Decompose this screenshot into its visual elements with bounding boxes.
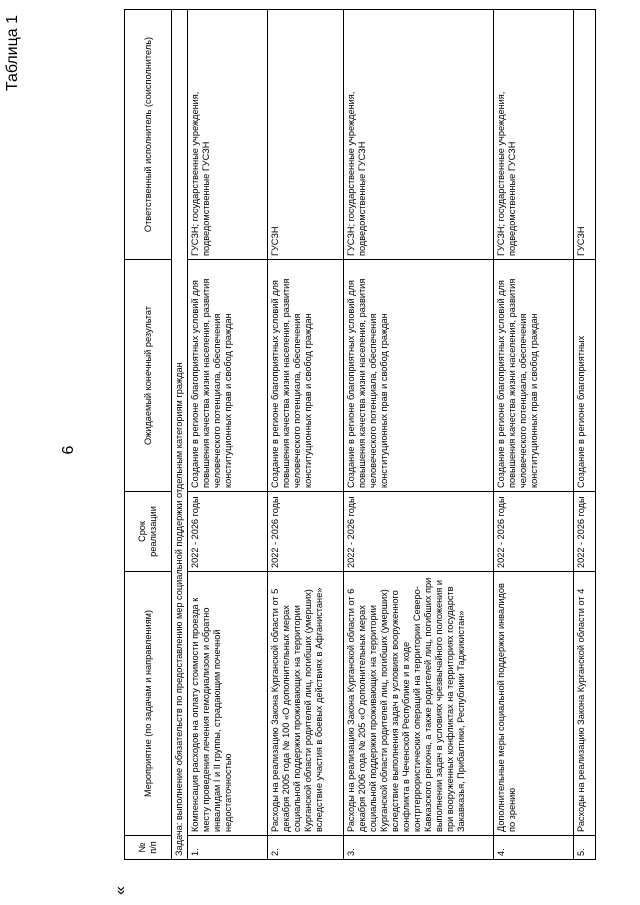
row-number: 4. — [494, 836, 574, 860]
table-row — [268, 10, 344, 860]
row-result: Создание в регионе благоприятных условий для повышения качества жизни населения, развития человеческого потенциала, обеспечения конституционных прав и свобод граждан — [188, 260, 268, 492]
header-result: Ожидаемый конечный результат — [125, 260, 172, 492]
row-activity: Дополнительные меры социальной поддержки инвалидов по зрению — [494, 572, 574, 836]
row-result: Создание в регионе благоприятных условий для повышения качества жизни населения, развития человеческого потенциала, обеспечения конституционных прав и свобод граждан — [268, 260, 344, 492]
row-number: 2. — [268, 836, 344, 860]
row-executor: ГУСЗН; государственные учреждения, подведомственные ГУСЗН — [344, 10, 494, 260]
task-row — [172, 10, 188, 860]
row-number: 1. — [188, 836, 268, 860]
row-number: 3. — [344, 836, 494, 860]
measures-table — [124, 9, 596, 860]
row-activity: Компенсация расходов на оплату стоимости проезда к месту проведения лечения гемодиализом и обратно инвалидам I и II группы, страдающим почечной недостаточностью — [188, 572, 268, 836]
row-period: 2022 - 2026 годы — [188, 492, 268, 572]
row-activity: Расходы на реализацию Закона Курганской области от 4 — [574, 572, 596, 836]
header-period: Срок реализации — [125, 492, 172, 572]
row-result: Создание в регионе благоприятных — [574, 260, 596, 492]
table-header-row — [125, 10, 172, 860]
row-period: 2022 - 2026 годы — [268, 492, 344, 572]
row-result: Создание в регионе благоприятных условий для повышения качества жизни населения, развития человеческого потенциала, обеспечения конституционных прав и свобод граждан — [494, 260, 574, 492]
row-executor: ГУСЗН; государственные учреждения, подведомственные ГУСЗН — [494, 10, 574, 260]
page-number: 6 — [60, 445, 77, 455]
row-executor: ГУСЗН; государственные учреждения, подведомственные ГУСЗН — [188, 10, 268, 260]
table-caption: Таблица 1 — [4, 15, 21, 92]
header-activity: Мероприятие (по задачам и направлениям) — [125, 572, 172, 836]
row-result: Создание в регионе благоприятных условий для повышения качества жизни населения, развития человеческого потенциала, обеспечения конституционных прав и свобод граждан — [344, 260, 494, 492]
task-title: Задача: выполнение обязательств по предоставлению мер социальной поддержки отдельным категориям граждан — [172, 10, 188, 860]
row-activity: Расходы на реализацию Закона Курганской области от 5 декабря 2005 года № 100 «О дополнительных мерах социальной поддержки проживающих на территории Курганской области родителей лиц, погибших (умерших) вследствие участия в боевых действиях в Афганистане» — [268, 572, 344, 836]
header-number: № п/п — [125, 836, 172, 860]
row-period: 2022 - 2026 годы — [494, 492, 574, 572]
opening-quote: « — [112, 886, 129, 895]
table-row — [574, 10, 596, 860]
row-executor: ГУСЗН — [268, 10, 344, 260]
row-executor: ГУСЗН — [574, 10, 596, 260]
table-row — [188, 10, 268, 860]
table-row — [344, 10, 494, 860]
row-period: 2022 - 2026 годы — [574, 492, 596, 572]
row-period: 2022 - 2026 годы — [344, 492, 494, 572]
table-row — [494, 10, 574, 860]
row-activity: Расходы на реализацию Закона Курганской области от 6 декабря 2006 года № 205 «О дополнительных мерах социальной поддержки проживающих на территории Курганской области родителей лиц, погибших (умерших) вследствие выполнения задач в условиях вооруженного конфликта в Чеченской Республике и в ходе контртеррористических операций на территории Северо-Кавказского региона, а также родителей лиц, погибших при выполнении задач в условиях чрезвычайного положения и при вооруженных конфликтах на территориях государств Закавказья, Прибалтики, Республики Таджикистан» — [344, 572, 494, 836]
row-number: 5. — [574, 836, 596, 860]
header-executor: Ответственный исполнитель (соисполнитель) — [125, 10, 172, 260]
